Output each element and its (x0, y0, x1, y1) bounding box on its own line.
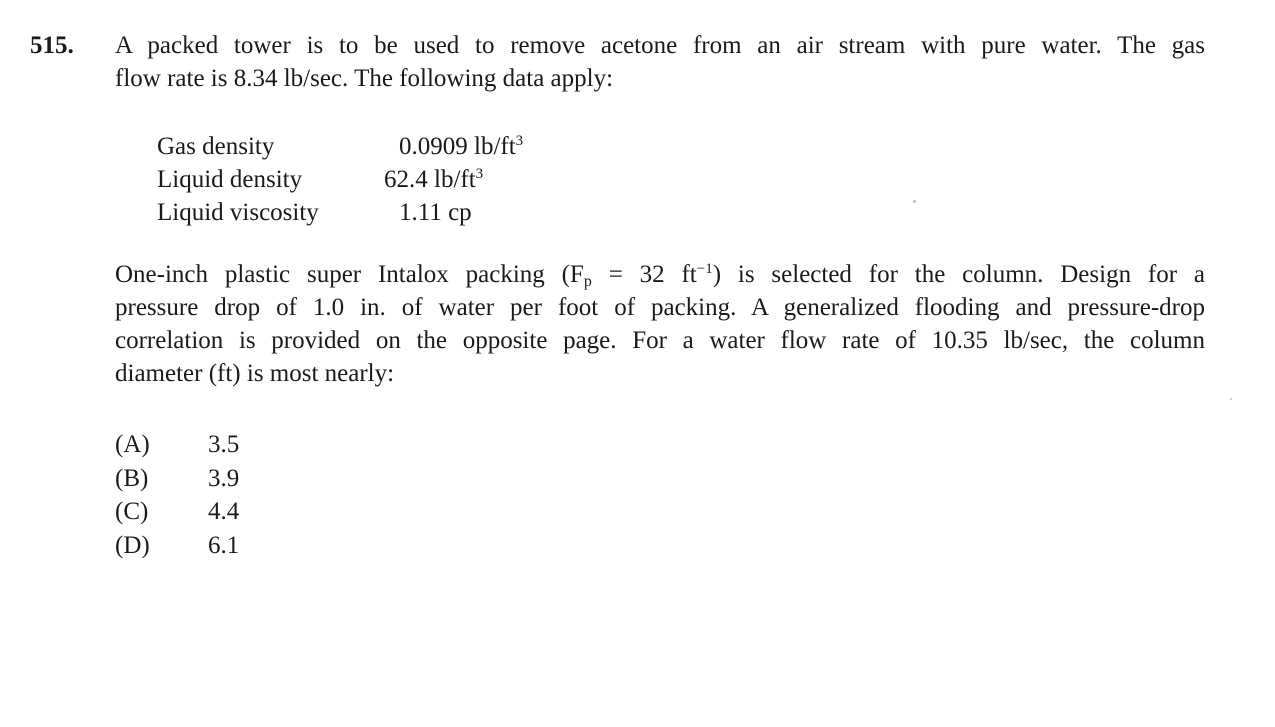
choice-letter: (C) (115, 498, 149, 525)
scan-speck (1230, 398, 1232, 400)
body-line: diameter (ft) is most nearly: (115, 360, 395, 387)
data-value: 0.0909 $lb/ft^3$ (399, 133, 524, 160)
question-number: 515. (30, 32, 74, 59)
data-value: 1.11 cp (399, 199, 472, 226)
data-label: Liquid viscosity (157, 199, 319, 226)
data-label: Gas density (157, 133, 275, 160)
choice-value: 3.9 (208, 464, 240, 492)
stem-line: A packed tower is to be used to remove acetone from an air stream with pure water. The gas (115, 32, 1205, 59)
data-value: 62.4 $lb/ft^3$ (384, 166, 484, 193)
scan-speck (913, 200, 916, 203)
body-line: pressure drop of 1.0 in. of water per foot of packing. A generalized flooding and pressure-drop (115, 294, 1205, 321)
choice-value: 6.1 (208, 531, 240, 559)
choice-letter: (A) (115, 431, 150, 458)
choice-value: 3.5 (208, 431, 240, 458)
body-line: One-inch plastic super Intalox packing ($F_p = 32$ $ft^{-1}$) is selected for the column. Design for a (115, 261, 1206, 290)
choice-letter: (D) (115, 531, 150, 559)
question-body (115, 258, 1205, 390)
question-stem (115, 29, 1205, 95)
stem-line: flow rate is 8.34 lb/sec. The following data apply: (115, 65, 614, 92)
choice-letter: (B) (115, 464, 149, 492)
body-line: correlation is provided on the opposite page. For a water flow rate of 10.35 lb/sec, the column (115, 327, 1205, 354)
data-label: Liquid density (157, 166, 303, 193)
choice-value: 4.4 (208, 498, 240, 525)
